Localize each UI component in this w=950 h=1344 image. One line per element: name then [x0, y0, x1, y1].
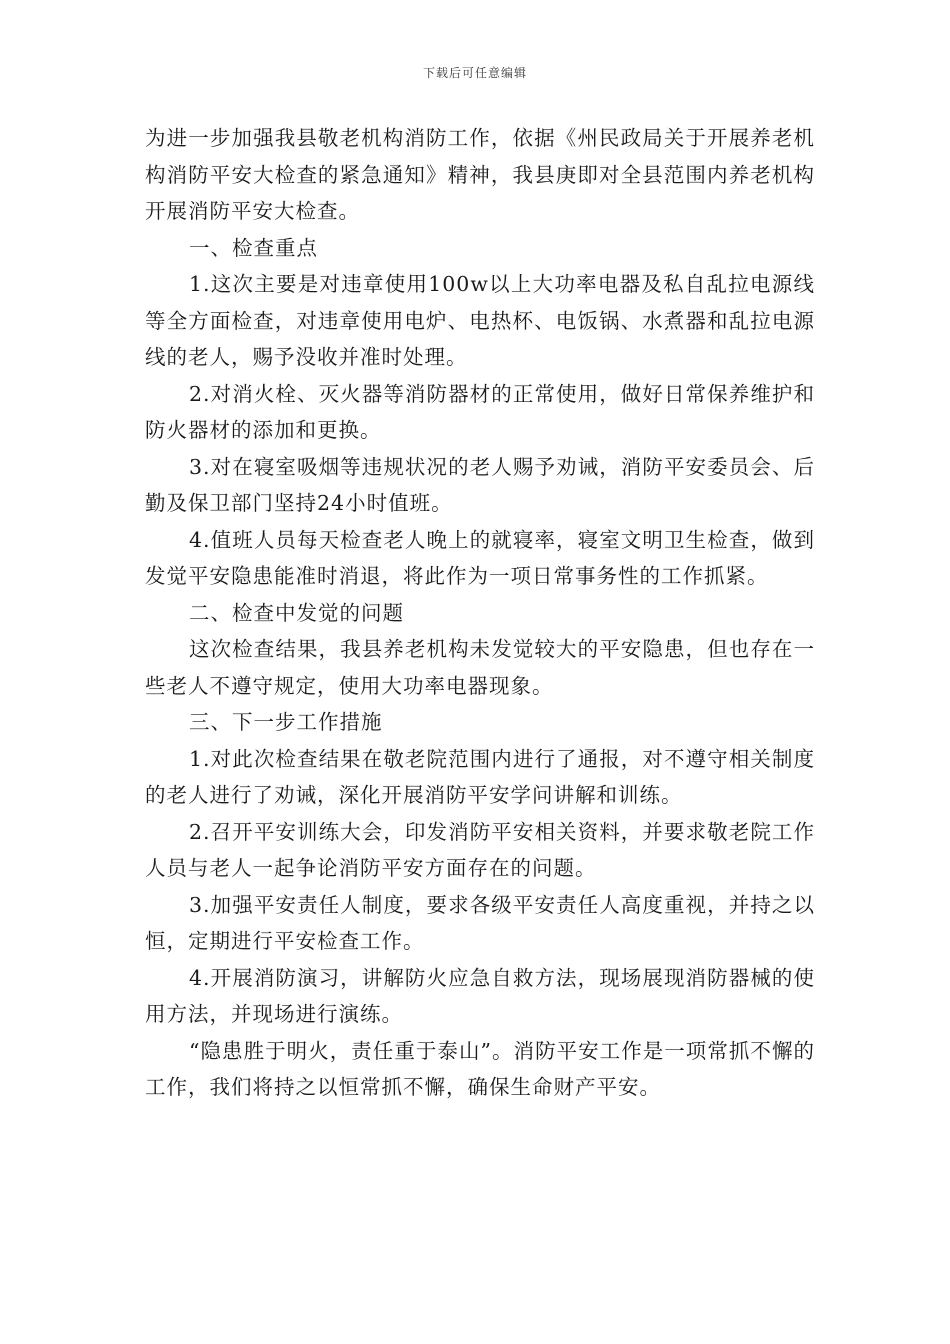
section-heading-next-steps: 三、下一步工作措施 [189, 710, 383, 734]
problems-paragraph: 这次检查结果，我县养老机构未发觉较大的平安隐患，但也存在一些老人不遵守规定，使用大功率电器现象。 [145, 637, 815, 698]
inspection-item-2: 2.对消火栓、灭火器等消防器材的正常使用，做好日常保养维护和防火器材的添加和更换。 [145, 381, 815, 442]
next-step-item-1: 1.对此次检查结果在敬老院范围内进行了通报，对不遵守相关制度的老人进行了劝诫，深化开展消防平安学问讲解和训练。 [145, 746, 815, 807]
inspection-item-4: 4.值班人员每天检查老人晚上的就寝率，寝室文明卫生检查，做到发觉平安隐患能准时消退，将此作为一项日常事务性的工作抓紧。 [145, 527, 815, 588]
section-heading-problems-found: 二、检查中发觉的问题 [189, 600, 404, 625]
closing-paragraph: “隐患胜于明火，责任重于泰山”。消防平安工作是一项常抓不懈的工作，我们将持之以恒常抓不懈，确保生命财产平安。 [145, 1038, 815, 1099]
next-step-item-4: 4.开展消防演习，讲解防火应急自救方法，现场展现消防器械的使用方法，并现场进行演练。 [145, 965, 815, 1026]
intro-paragraph: 为进一步加强我县敬老机构消防工作，依据《州民政局关于开展养老机构消防平安大检查的紧急通知》精神，我县庚即对全县范围内养老机构开展消防平安大检查。 [145, 126, 815, 223]
inspection-item-1: 1.这次主要是对违章使用100w以上大功率电器及私自乱拉电源线等全方面检查，对违章使用电炉、电热杯、电饭锅、水煮器和乱拉电源线的老人，赐予没收并准时处理。 [145, 272, 815, 369]
page-header-note: 下载后可任意编辑 [422, 66, 527, 80]
next-step-item-2: 2.召开平安训练大会，印发消防平安相关资料，并要求敬老院工作人员与老人一起争论消防平安方面存在的问题。 [145, 819, 815, 880]
section-heading-inspection-focus: 一、检查重点 [189, 235, 318, 260]
next-step-item-3: 3.加强平安责任人制度，要求各级平安责任人高度重视，并持之以恒，定期进行平安检查工作。 [145, 892, 815, 953]
document-body [145, 120, 815, 1106]
inspection-item-3: 3.对在寝室吸烟等违规状况的老人赐予劝诫，消防平安委员会、后勤及保卫部门坚持24小时值班。 [145, 454, 815, 515]
